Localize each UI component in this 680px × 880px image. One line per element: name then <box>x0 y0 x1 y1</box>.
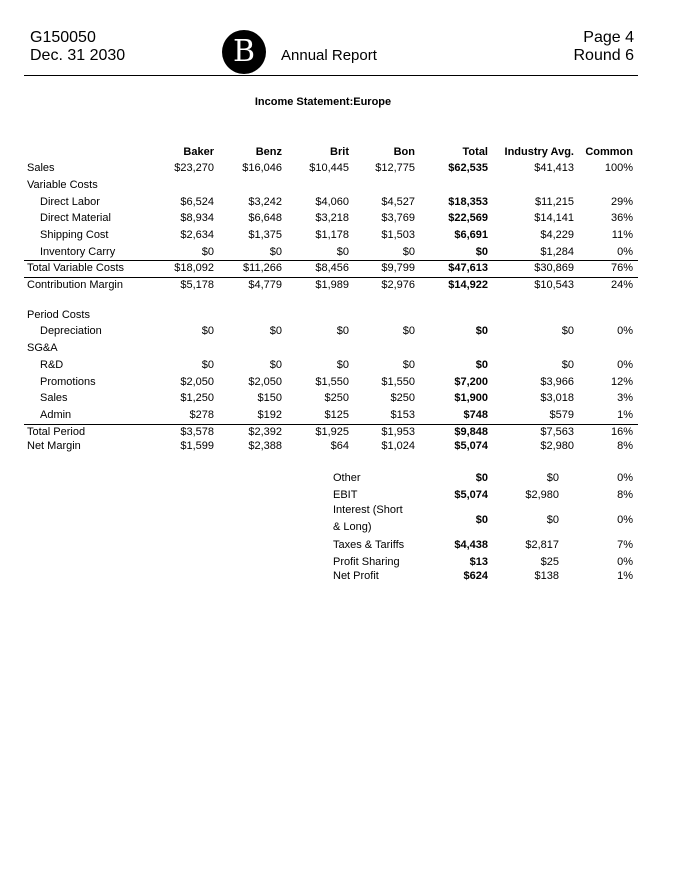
table-row-sales <box>0 160 680 176</box>
cell-benz: $1,375 <box>248 229 282 241</box>
report-title: Annual Report <box>281 47 377 64</box>
cell-common: 8% <box>617 489 633 501</box>
cell-brit: $64 <box>330 440 349 452</box>
cell-brit: $250 <box>324 392 349 404</box>
cell-industry-avg: $10,543 <box>534 279 574 291</box>
cell-total: $7,200 <box>454 376 488 388</box>
cell-bon: $0 <box>402 325 415 337</box>
column-header-row <box>0 144 680 160</box>
table-row-contribution-margin <box>0 277 680 293</box>
cell-industry-avg: $7,563 <box>540 426 574 438</box>
cell-industry-avg: $0 <box>546 472 559 484</box>
cell-baker: $8,934 <box>180 212 214 224</box>
cell-industry-avg: $41,413 <box>534 162 574 174</box>
cell-benz: $192 <box>257 409 282 421</box>
report-date: Dec. 31 2030 <box>30 47 126 64</box>
cell-total: $14,922 <box>448 279 488 291</box>
table-row-direct-labor <box>0 194 680 210</box>
row-label: Profit Sharing <box>333 556 400 568</box>
cell-bon: $2,976 <box>381 279 415 291</box>
cell-industry-avg: $0 <box>561 359 574 371</box>
cell-brit: $125 <box>324 409 349 421</box>
cell-benz: $2,392 <box>248 426 282 438</box>
cell-total: $62,535 <box>448 162 488 174</box>
cell-common: 0% <box>617 514 633 526</box>
cell-total: $47,613 <box>448 262 488 274</box>
row-label: Period Costs <box>27 309 90 321</box>
col-header-common: Common <box>585 146 633 158</box>
table-row-promotions <box>0 374 680 390</box>
cell-common: 3% <box>617 392 633 404</box>
row-label-line2: & Long) <box>333 521 372 533</box>
cell-total: $1,900 <box>454 392 488 404</box>
row-label-line1: Interest (Short <box>333 504 403 516</box>
cell-brit: $1,925 <box>315 426 349 438</box>
cell-industry-avg: $11,215 <box>535 196 574 208</box>
table-row-rnd <box>0 357 680 373</box>
row-label: Net Margin <box>27 440 81 452</box>
statement-title: Income Statement:Europe <box>254 96 392 108</box>
cell-baker: $3,578 <box>180 426 214 438</box>
cell-common: 100% <box>604 162 633 174</box>
cell-baker: $1,250 <box>180 392 214 404</box>
cell-industry-avg: $4,229 <box>540 229 574 241</box>
col-header-brit: Brit <box>330 146 349 158</box>
cell-brit: $3,218 <box>315 212 349 224</box>
row-label: Total Period <box>27 426 86 438</box>
table-row-shipping-cost <box>0 227 680 243</box>
row-label: EBIT <box>333 489 358 501</box>
summary-row-other <box>0 470 680 486</box>
cell-industry-avg: $2,817 <box>525 539 559 551</box>
row-label: Contribution Margin <box>27 279 123 291</box>
row-label: Shipping Cost <box>40 229 109 241</box>
cell-industry-avg: $2,980 <box>540 440 574 452</box>
row-label: Net Profit <box>333 570 379 582</box>
row-label: Taxes & Tariffs <box>333 539 405 551</box>
table-row-total-variable-costs <box>0 260 680 276</box>
row-label: Admin <box>40 409 72 421</box>
cell-total: $5,074 <box>454 440 488 452</box>
cell-brit: $0 <box>336 246 349 258</box>
cell-industry-avg: $14,141 <box>534 212 574 224</box>
cell-total: $22,569 <box>448 212 488 224</box>
cell-benz: $3,242 <box>248 196 282 208</box>
cell-common: 1% <box>617 409 633 421</box>
cell-benz: $6,648 <box>248 212 282 224</box>
header-divider <box>24 75 638 76</box>
cell-total: $4,438 <box>454 539 488 551</box>
cell-benz: $0 <box>269 359 282 371</box>
table-row-variable-costs-heading <box>0 177 680 193</box>
row-label-interest <box>333 502 403 535</box>
cell-industry-avg: $579 <box>549 409 574 421</box>
row-label: Direct Labor <box>40 196 100 208</box>
cell-total: $13 <box>469 556 488 568</box>
cell-total: $6,691 <box>454 229 488 241</box>
cell-common: 36% <box>610 212 633 224</box>
cell-total: $0 <box>475 472 488 484</box>
company-id: G150050 <box>30 29 96 46</box>
cell-common: 0% <box>617 556 633 568</box>
row-label: Sales <box>27 162 55 174</box>
cell-industry-avg: $0 <box>561 325 574 337</box>
table-row-period-costs-heading <box>0 307 680 323</box>
cell-baker: $2,050 <box>180 376 214 388</box>
cell-bon: $0 <box>402 359 415 371</box>
cell-industry-avg: $0 <box>546 514 559 526</box>
col-header-industry-avg: Industry Avg. <box>504 146 574 158</box>
cell-baker: $5,178 <box>180 279 214 291</box>
round-number: Round 6 <box>573 47 634 64</box>
report-header-left <box>30 29 125 65</box>
cell-bon: $250 <box>390 392 415 404</box>
cell-benz: $150 <box>257 392 282 404</box>
row-label: R&D <box>40 359 64 371</box>
cell-common: 29% <box>610 196 633 208</box>
cell-brit: $4,060 <box>315 196 349 208</box>
cell-brit: $1,550 <box>315 376 349 388</box>
cell-bon: $1,503 <box>381 229 415 241</box>
cell-brit: $8,456 <box>315 262 349 274</box>
cell-total: $0 <box>475 246 488 258</box>
table-row-direct-material <box>0 210 680 226</box>
cell-total: $5,074 <box>454 489 488 501</box>
row-label: Direct Material <box>40 212 111 224</box>
cell-benz: $4,779 <box>248 279 282 291</box>
cell-baker: $23,270 <box>174 162 214 174</box>
cell-common: 76% <box>610 262 633 274</box>
col-header-total: Total <box>462 146 488 158</box>
table-row-sales-expense <box>0 390 680 406</box>
cell-total: $748 <box>463 409 488 421</box>
cell-common: 16% <box>610 426 633 438</box>
summary-row-ebit <box>0 487 680 503</box>
cell-common: 0% <box>617 246 633 258</box>
cell-benz: $11,266 <box>243 262 282 274</box>
table-row-inventory-carry <box>0 244 680 260</box>
cell-industry-avg: $3,966 <box>540 376 574 388</box>
cell-brit: $0 <box>336 359 349 371</box>
cell-bon: $153 <box>390 409 415 421</box>
cell-bon: $1,550 <box>381 376 415 388</box>
cell-total: $0 <box>475 359 488 371</box>
row-label: Other <box>333 472 361 484</box>
table-row-depreciation <box>0 323 680 339</box>
cell-total: $624 <box>463 570 488 582</box>
cell-brit: $1,178 <box>315 229 349 241</box>
table-row-sga-heading <box>0 340 680 356</box>
cell-total: $0 <box>475 514 488 526</box>
cell-brit: $1,989 <box>315 279 349 291</box>
cell-total: $18,353 <box>448 196 488 208</box>
cell-common: 0% <box>617 472 633 484</box>
cell-common: 11% <box>611 229 633 241</box>
row-label: Sales <box>40 392 68 404</box>
row-label: SG&A <box>27 342 58 354</box>
col-header-baker: Baker <box>183 146 214 158</box>
cell-common: 0% <box>617 359 633 371</box>
cell-bon: $0 <box>402 246 415 258</box>
table-row-net-margin <box>0 438 680 454</box>
page-number: Page 4 <box>583 29 634 46</box>
cell-bon: $1,024 <box>381 440 415 452</box>
cell-brit: $0 <box>336 325 349 337</box>
company-logo: B <box>222 30 266 74</box>
cell-benz: $2,388 <box>248 440 282 452</box>
row-label: Total Variable Costs <box>27 262 125 274</box>
cell-common: 8% <box>617 440 633 452</box>
cell-bon: $3,769 <box>381 212 415 224</box>
summary-row-taxes <box>0 537 680 553</box>
cell-industry-avg: $1,284 <box>540 246 574 258</box>
cell-common: 0% <box>617 325 633 337</box>
row-label: Depreciation <box>40 325 102 337</box>
cell-bon: $12,775 <box>375 162 415 174</box>
cell-total: $0 <box>475 325 488 337</box>
cell-industry-avg: $30,869 <box>534 262 574 274</box>
row-label: Promotions <box>40 376 96 388</box>
report-header-right <box>574 29 635 65</box>
row-label: Variable Costs <box>27 179 98 191</box>
cell-common: 1% <box>617 570 633 582</box>
cell-benz: $0 <box>269 325 282 337</box>
cell-baker: $0 <box>201 246 214 258</box>
summary-row-interest <box>0 502 680 536</box>
cell-bon: $9,799 <box>381 262 415 274</box>
cell-total: $9,848 <box>454 426 488 438</box>
cell-bon: $1,953 <box>381 426 415 438</box>
cell-industry-avg: $25 <box>540 556 559 568</box>
cell-baker: $2,634 <box>180 229 214 241</box>
cell-bon: $4,527 <box>381 196 415 208</box>
cell-benz: $2,050 <box>248 376 282 388</box>
cell-common: 24% <box>610 279 633 291</box>
cell-industry-avg: $3,018 <box>540 392 574 404</box>
cell-baker: $0 <box>201 359 214 371</box>
cell-baker: $1,599 <box>180 440 214 452</box>
cell-baker: $278 <box>189 409 214 421</box>
cell-industry-avg: $138 <box>534 570 559 582</box>
col-header-bon: Bon <box>393 146 415 158</box>
row-label: Inventory Carry <box>40 246 116 258</box>
cell-benz: $0 <box>269 246 282 258</box>
table-row-admin <box>0 407 680 423</box>
cell-industry-avg: $2,980 <box>525 489 559 501</box>
cell-brit: $10,445 <box>309 162 349 174</box>
cell-common: 7% <box>617 539 633 551</box>
cell-benz: $16,046 <box>242 162 282 174</box>
cell-baker: $18,092 <box>174 262 214 274</box>
col-header-benz: Benz <box>255 146 282 158</box>
cell-baker: $0 <box>201 325 214 337</box>
summary-row-net-profit <box>0 568 680 584</box>
cell-baker: $6,524 <box>180 196 214 208</box>
cell-common: 12% <box>610 376 633 388</box>
